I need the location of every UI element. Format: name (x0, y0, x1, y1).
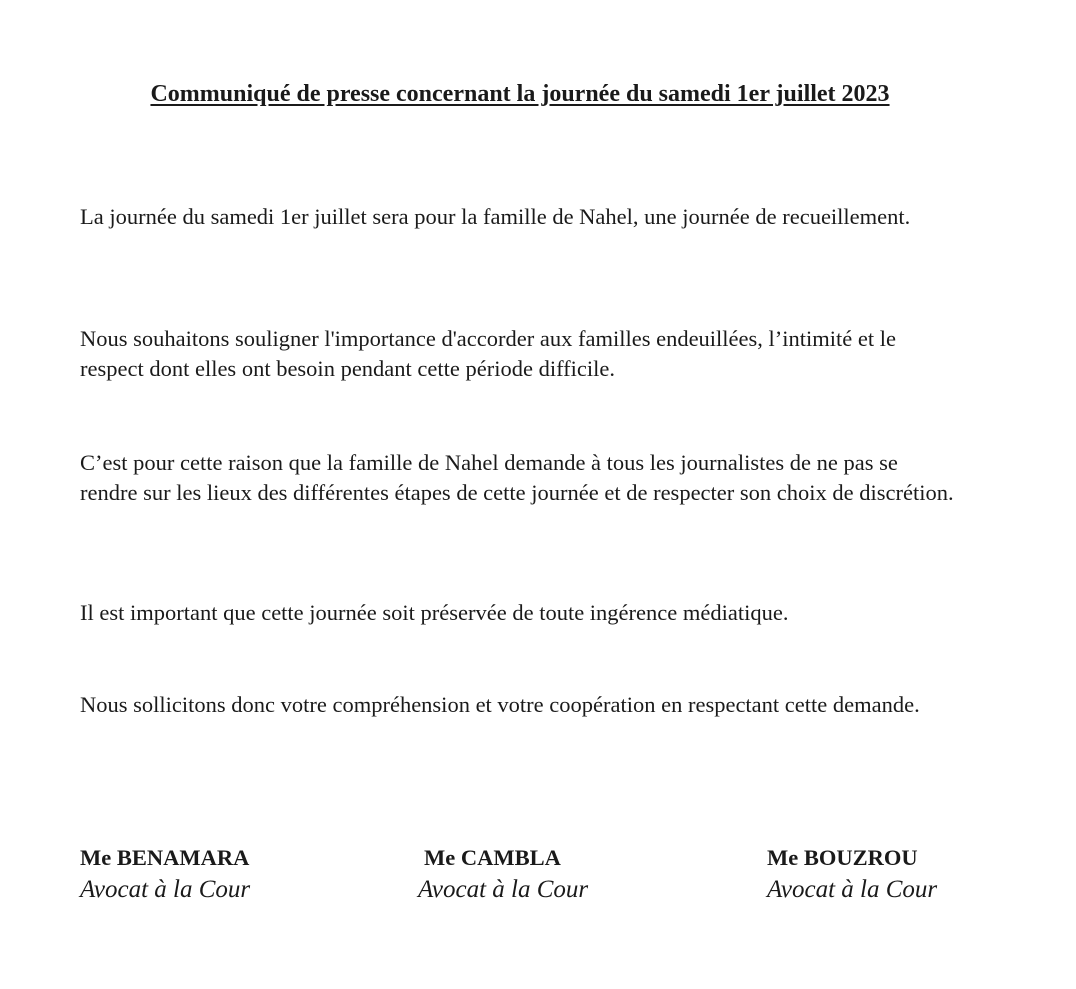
paragraph-journalistes: C’est pour cette raison que la famille de Nahel demande à tous les journalistes de ne pas se rendre sur les lieux des différentes étapes de cette journée et de respecter son choix de discrétion. (80, 450, 954, 505)
signature-block (80, 843, 250, 907)
paragraph-recueillement: La journée du samedi 1er juillet sera pour la famille de Nahel, une journée de recueillement. (80, 204, 911, 229)
signature-block (418, 843, 588, 907)
signatory-role: Avocat à la Cour (80, 876, 251, 903)
signatory-role: Avocat à la Cour (767, 876, 938, 903)
signature-block (767, 843, 937, 907)
document-title: Communiqué de presse concernant la journée du samedi 1er juillet 2023 (150, 81, 890, 107)
signatory-name: Me BENAMARA (80, 845, 250, 870)
signatory-role: Avocat à la Cour (418, 876, 589, 903)
signatory-name: Me CAMBLA (424, 845, 561, 870)
paragraph-comprehension: Nous sollicitons donc votre compréhension et votre coopération en respectant cette demande. (80, 692, 920, 717)
signatory-name: Me BOUZROU (767, 845, 918, 870)
paragraph-ingerence: Il est important que cette journée soit préservée de toute ingérence médiatique. (80, 600, 789, 625)
paragraph-intimite: Nous souhaitons souligner l'importance d'accorder aux familles endeuillées, l’intimité et le respect dont elles ont besoin pendant cette période difficile. (80, 326, 896, 381)
